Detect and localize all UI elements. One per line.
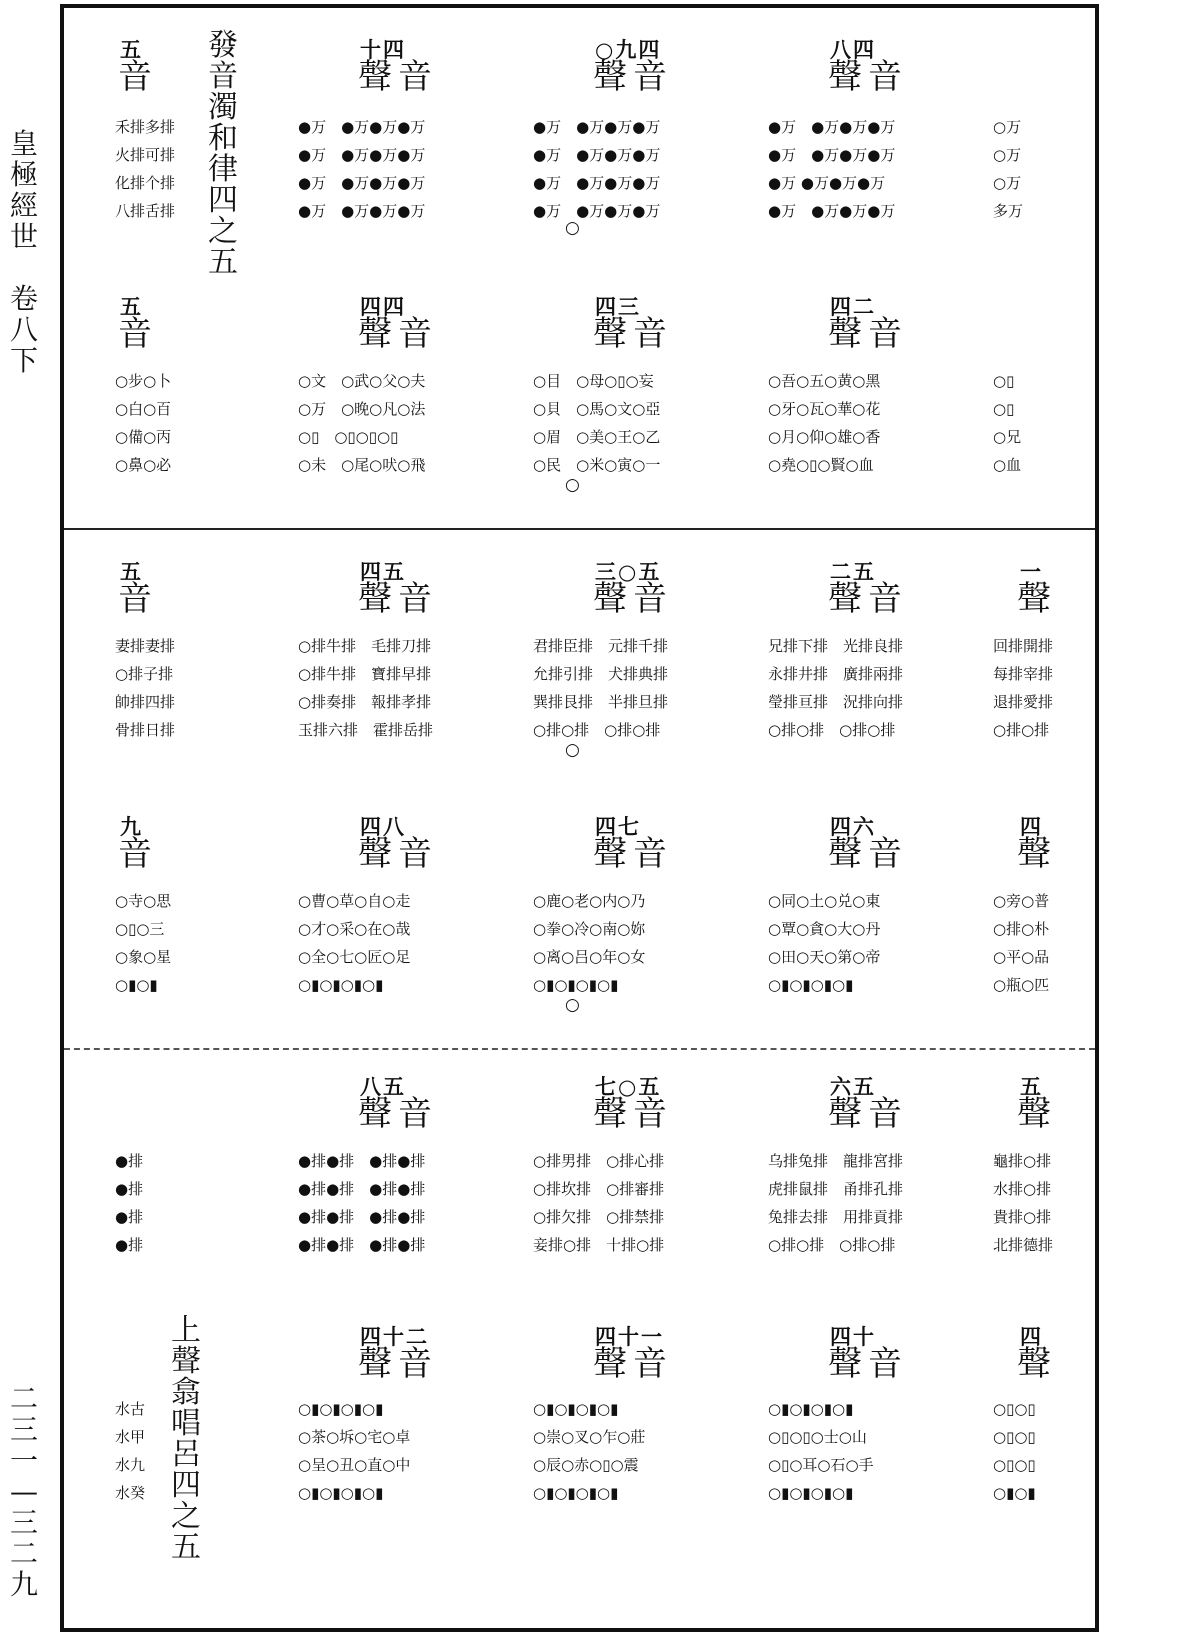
table-cell: 乌排兔排 龍排宮排 — [768, 1152, 904, 1170]
table-cell: ○排○排 — [993, 721, 1050, 739]
column-heading-bottom: 聲 — [1017, 1094, 1057, 1134]
section-title-top: 九 — [120, 814, 143, 839]
table-cell: ○▮○▮ — [115, 976, 158, 994]
column-heading-top: 七○五 — [595, 1074, 662, 1099]
table-cell: ○▮○▮ — [993, 1484, 1036, 1502]
table-cell: 玉排六排 霍排岳排 — [298, 721, 434, 739]
margin-page-number: 二 三 一 — 三 二 九 — [9, 1382, 38, 1601]
section-title-bottom: 音 — [118, 57, 158, 97]
column-rows — [993, 1147, 1053, 1259]
table-cell: ○▯○耳○石○手 — [768, 1456, 874, 1474]
section-title-top: 五 — [120, 294, 143, 319]
table-cell: ○▮○▮○▮○▮ — [533, 976, 619, 994]
column-heading-top: ○九四 — [595, 37, 662, 62]
column-heading-top: 四十 — [830, 1324, 876, 1349]
table-cell: ○兄 — [993, 428, 1022, 446]
column-heading-top: 四五 — [360, 559, 406, 584]
table-cell: ○才○采○在○哉 — [298, 920, 411, 938]
column-heading-bottom: 聲音 — [593, 834, 673, 874]
table-cell: 瑩排亘排 況排向排 — [768, 693, 904, 711]
table-cell: ○万 — [993, 174, 1022, 192]
table-cell: ○呈○丑○直○中 — [298, 1456, 411, 1474]
table-cell: ○▯ ○▯○▯○▯ — [298, 428, 399, 446]
table-cell: 水甲 — [115, 1428, 146, 1446]
margin-title: 皇 極 經 世 卷 八 下 — [9, 127, 38, 377]
vertical-label: 發 音 濁 和 律 四 之 五 — [208, 28, 238, 280]
table-cell: 退排愛排 — [993, 693, 1054, 711]
column-heading-top: 四 — [1020, 814, 1043, 839]
separator-circle: ○ — [565, 740, 580, 760]
column-rows — [768, 367, 880, 479]
column-heading-bottom: 聲 — [1017, 834, 1057, 874]
section-block — [0, 1065, 1179, 1305]
column-heading-bottom: 聲音 — [828, 1094, 908, 1134]
table-cell: ○▯ — [993, 400, 1015, 418]
table-cell: 允排引排 犬排典排 — [533, 665, 669, 683]
table-cell: 每排宰排 — [993, 665, 1054, 683]
table-cell: ○▮○▮○▮○▮ — [298, 976, 384, 994]
table-cell: ○排○朴 — [993, 920, 1050, 938]
table-cell: ○▮○▮○▮○▮ — [768, 1484, 854, 1502]
table-cell: ○▮○▮○▮○▮ — [298, 1400, 384, 1418]
column-heading-top: 四二 — [830, 294, 876, 319]
column-heading-bottom: 聲 — [1017, 1344, 1057, 1384]
column-rows — [768, 1147, 903, 1259]
column-rows — [115, 632, 175, 744]
table-cell: ●万 ●万●万●万 — [298, 118, 426, 136]
table-cell: ○全○七○匠○足 — [298, 948, 411, 966]
column-rows — [115, 1395, 145, 1507]
table-cell: ○民 ○米○寅○一 — [533, 456, 661, 474]
column-heading-bottom: 聲音 — [828, 57, 908, 97]
separator-circle: ○ — [565, 995, 580, 1015]
table-cell: ○堯○▯○賢○血 — [768, 456, 874, 474]
table-cell: 永排井排 廣排兩排 — [768, 665, 904, 683]
table-cell: ○排欠排 ○排禁排 — [533, 1208, 665, 1226]
column-heading-bottom: 聲音 — [358, 314, 438, 354]
table-cell: ○▮○▮○▮○▮ — [298, 1484, 384, 1502]
section-block — [0, 1313, 1179, 1565]
table-cell: 八排舌排 — [115, 202, 176, 220]
separator-circle: ○ — [565, 218, 580, 238]
column-rows — [115, 887, 171, 999]
column-rows — [768, 1395, 874, 1507]
table-cell: ○排○排 ○排○排 — [768, 1236, 896, 1254]
table-cell: ●排●排 ●排●排 — [298, 1236, 426, 1254]
column-rows — [298, 367, 425, 479]
column-rows — [115, 367, 171, 479]
table-cell: ○未 ○尾○吠○飛 — [298, 456, 426, 474]
table-cell: ○▯ — [993, 372, 1015, 390]
column-heading-bottom: 聲音 — [828, 314, 908, 354]
column-rows — [993, 887, 1049, 999]
table-cell: 水九 — [115, 1456, 146, 1474]
table-cell: ○▯○▯ — [993, 1456, 1036, 1474]
table-cell: ○吾○五○黄○黑 — [768, 372, 881, 390]
table-cell: ○排○排 ○排○排 — [768, 721, 896, 739]
column-rows — [298, 1147, 425, 1259]
table-cell: ●万 ●万●万●万 — [768, 202, 896, 220]
table-cell: ●万 ●万●万●万 — [533, 146, 661, 164]
column-rows — [768, 887, 880, 999]
section-block — [0, 805, 1179, 1045]
table-cell: ○文 ○武○父○夫 — [298, 372, 426, 390]
column-rows — [533, 632, 668, 744]
column-heading-bottom: 聲 — [1017, 579, 1057, 619]
table-cell: 貴排○排 — [993, 1208, 1052, 1226]
table-cell: ○离○吕○年○女 — [533, 948, 646, 966]
column-heading-top: 十四 — [360, 37, 406, 62]
table-cell: 君排臣排 元排千排 — [533, 637, 669, 655]
table-cell: ○瓶○匹 — [993, 976, 1050, 994]
table-cell: ○万 — [993, 146, 1022, 164]
table-cell: ○▯○三 — [115, 920, 165, 938]
table-cell: ○血 — [993, 456, 1022, 474]
table-cell: ○鼻○必 — [115, 456, 172, 474]
table-cell: ○步○卜 — [115, 372, 172, 390]
column-heading-top: 三○五 — [595, 559, 662, 584]
separator-circle: ○ — [565, 475, 580, 495]
table-cell: ○排牛排 寶排早排 — [298, 665, 432, 683]
section-block — [0, 285, 1179, 525]
table-cell: ○備○丙 — [115, 428, 172, 446]
table-cell: 北排德排 — [993, 1236, 1054, 1254]
column-heading-top: 四三 — [595, 294, 641, 319]
table-cell: ●排●排 ●排●排 — [298, 1208, 426, 1226]
table-cell: ●万 ●万●万●万 — [298, 202, 426, 220]
table-cell: ○寺○思 — [115, 892, 172, 910]
column-rows — [533, 887, 645, 999]
column-rows — [115, 1147, 143, 1259]
table-cell: ○旁○普 — [993, 892, 1050, 910]
column-heading-bottom: 聲音 — [358, 57, 438, 97]
column-heading-top: 四六 — [830, 814, 876, 839]
table-cell: ○貝 ○馬○文○亞 — [533, 400, 661, 418]
section-block — [0, 550, 1179, 790]
column-rows — [768, 632, 903, 744]
column-heading-bottom: 聲音 — [358, 1094, 438, 1134]
column-rows — [533, 113, 660, 225]
table-cell: ●万 ●万●万●万 — [533, 174, 661, 192]
table-cell: 火排可排 — [115, 146, 176, 164]
table-cell: ○覃○貪○大○丹 — [768, 920, 881, 938]
column-rows — [298, 113, 425, 225]
table-cell: ●排 — [115, 1208, 144, 1226]
table-cell: ○▯○▯○士○山 — [768, 1428, 867, 1446]
table-cell: ○象○星 — [115, 948, 172, 966]
table-cell: ○崇○叉○乍○莊 — [533, 1428, 646, 1446]
table-cell: 回排開排 — [993, 637, 1054, 655]
table-cell: ●排●排 ●排●排 — [298, 1152, 426, 1170]
table-cell: 禾排多排 — [115, 118, 176, 136]
column-heading-top: 六五 — [830, 1074, 876, 1099]
divider-1 — [64, 528, 1095, 530]
table-cell: ○▮○▮○▮○▮ — [768, 976, 854, 994]
table-cell: 妾排○排 十排○排 — [533, 1236, 665, 1254]
column-rows — [533, 1395, 645, 1507]
table-cell: ○万 — [993, 118, 1022, 136]
table-cell: ○▯○▯ — [993, 1428, 1036, 1446]
section-block — [0, 28, 1179, 280]
vertical-label: 上 聲 翕 唱 呂 四 之 五 — [171, 1313, 201, 1565]
column-rows — [768, 113, 895, 225]
table-cell: ○眉 ○美○王○乙 — [533, 428, 661, 446]
table-cell: ○茶○坼○宅○卓 — [298, 1428, 411, 1446]
column-heading-top: 四 — [1020, 1324, 1043, 1349]
table-cell: ●排 — [115, 1152, 144, 1170]
table-cell: 骨排日排 — [115, 721, 176, 739]
table-cell: ●万 ●万●万●万 — [768, 118, 896, 136]
table-cell: 龜排○排 — [993, 1152, 1052, 1170]
column-heading-bottom: 聲音 — [828, 834, 908, 874]
table-cell: ○牙○瓦○華○花 — [768, 400, 881, 418]
column-heading-top: 五 — [1020, 1074, 1043, 1099]
divider-2 — [64, 1048, 1095, 1050]
table-cell: 妻排妻排 — [115, 637, 176, 655]
column-heading-top: 一 — [1020, 559, 1043, 584]
section-title-top: 五 — [120, 37, 143, 62]
table-cell: ○排男排 ○排心排 — [533, 1152, 665, 1170]
column-rows — [533, 367, 660, 479]
table-cell: ●万 ●万●万●万 — [298, 174, 426, 192]
table-cell: ○拳○冷○南○妳 — [533, 920, 646, 938]
column-heading-top: 八五 — [360, 1074, 406, 1099]
table-cell: 水古 — [115, 1400, 146, 1418]
section-title-bottom: 音 — [118, 834, 158, 874]
column-heading-top: 四四 — [360, 294, 406, 319]
column-heading-top: 八四 — [830, 37, 876, 62]
table-cell: ○▮○▮○▮○▮ — [533, 1484, 619, 1502]
section-title-bottom: 音 — [118, 314, 158, 354]
table-cell: 化排个排 — [115, 174, 176, 192]
column-heading-top: 二五 — [830, 559, 876, 584]
table-cell: ○平○品 — [993, 948, 1050, 966]
table-cell: ○▮○▮○▮○▮ — [533, 1400, 619, 1418]
table-cell: ○月○仰○雄○香 — [768, 428, 881, 446]
table-cell: ●万 ●万●万●万 — [298, 146, 426, 164]
column-rows — [993, 1395, 1036, 1507]
table-cell: ○万 ○晚○凡○法 — [298, 400, 426, 418]
column-heading-bottom: 聲音 — [828, 579, 908, 619]
table-cell: ●排 — [115, 1236, 144, 1254]
table-cell: 帥排四排 — [115, 693, 176, 711]
table-cell: ○白○百 — [115, 400, 172, 418]
section-title-bottom: 音 — [118, 579, 158, 619]
column-rows — [115, 113, 175, 225]
column-heading-bottom: 聲音 — [593, 579, 673, 619]
table-cell: ○▮○▮○▮○▮ — [768, 1400, 854, 1418]
table-cell: ●排 — [115, 1180, 144, 1198]
table-cell: 水排○排 — [993, 1180, 1052, 1198]
table-cell: ○排子排 — [115, 665, 174, 683]
column-rows — [993, 367, 1021, 479]
table-cell: ●万 ●万●万●万 — [768, 174, 886, 192]
table-cell: ●万 ●万●万●万 — [533, 202, 661, 220]
table-cell: ○田○天○第○帝 — [768, 948, 881, 966]
column-heading-bottom: 聲音 — [593, 57, 673, 97]
column-heading-top: 四七 — [595, 814, 641, 839]
table-cell: ○曹○草○自○走 — [298, 892, 411, 910]
table-cell: ●排●排 ●排●排 — [298, 1180, 426, 1198]
column-heading-top: 四十一 — [595, 1324, 664, 1349]
table-cell: ○同○土○兑○東 — [768, 892, 881, 910]
column-heading-bottom: 聲音 — [593, 1344, 673, 1384]
column-heading-bottom: 聲音 — [358, 579, 438, 619]
column-heading-bottom: 聲音 — [593, 314, 673, 354]
table-cell: 虎排鼠排 甬排孔排 — [768, 1180, 904, 1198]
column-heading-bottom: 聲音 — [358, 834, 438, 874]
table-cell: ○辰○赤○▯○震 — [533, 1456, 639, 1474]
column-heading-bottom: 聲音 — [358, 1344, 438, 1384]
table-cell: ○排奏排 報排孝排 — [298, 693, 432, 711]
table-cell: ○排坎排 ○排審排 — [533, 1180, 665, 1198]
table-cell: ●万 ●万●万●万 — [768, 146, 896, 164]
table-cell: 巽排艮排 半排旦排 — [533, 693, 669, 711]
table-cell: ○排牛排 毛排刀排 — [298, 637, 432, 655]
column-rows — [993, 632, 1053, 744]
column-rows — [298, 887, 410, 999]
column-rows — [533, 1147, 664, 1259]
column-heading-top: 四八 — [360, 814, 406, 839]
column-rows — [298, 1395, 410, 1507]
table-cell: ○▯○▯ — [993, 1400, 1036, 1418]
section-title-top: 五 — [120, 559, 143, 584]
column-heading-top: 四十二 — [360, 1324, 429, 1349]
table-cell: ○目 ○母○▯○妄 — [533, 372, 654, 390]
table-cell: ○鹿○老○内○乃 — [533, 892, 646, 910]
column-heading-bottom: 聲音 — [828, 1344, 908, 1384]
column-heading-bottom: 聲音 — [593, 1094, 673, 1134]
table-cell: ○排○排 ○排○排 — [533, 721, 661, 739]
table-cell: 水癸 — [115, 1484, 146, 1502]
table-cell: 兔排去排 用排貢排 — [768, 1208, 904, 1226]
table-cell: 多万 — [993, 202, 1024, 220]
table-cell: 兄排下排 光排良排 — [768, 637, 904, 655]
table-cell: ●万 ●万●万●万 — [533, 118, 661, 136]
column-rows — [993, 113, 1023, 225]
column-rows — [298, 632, 433, 744]
